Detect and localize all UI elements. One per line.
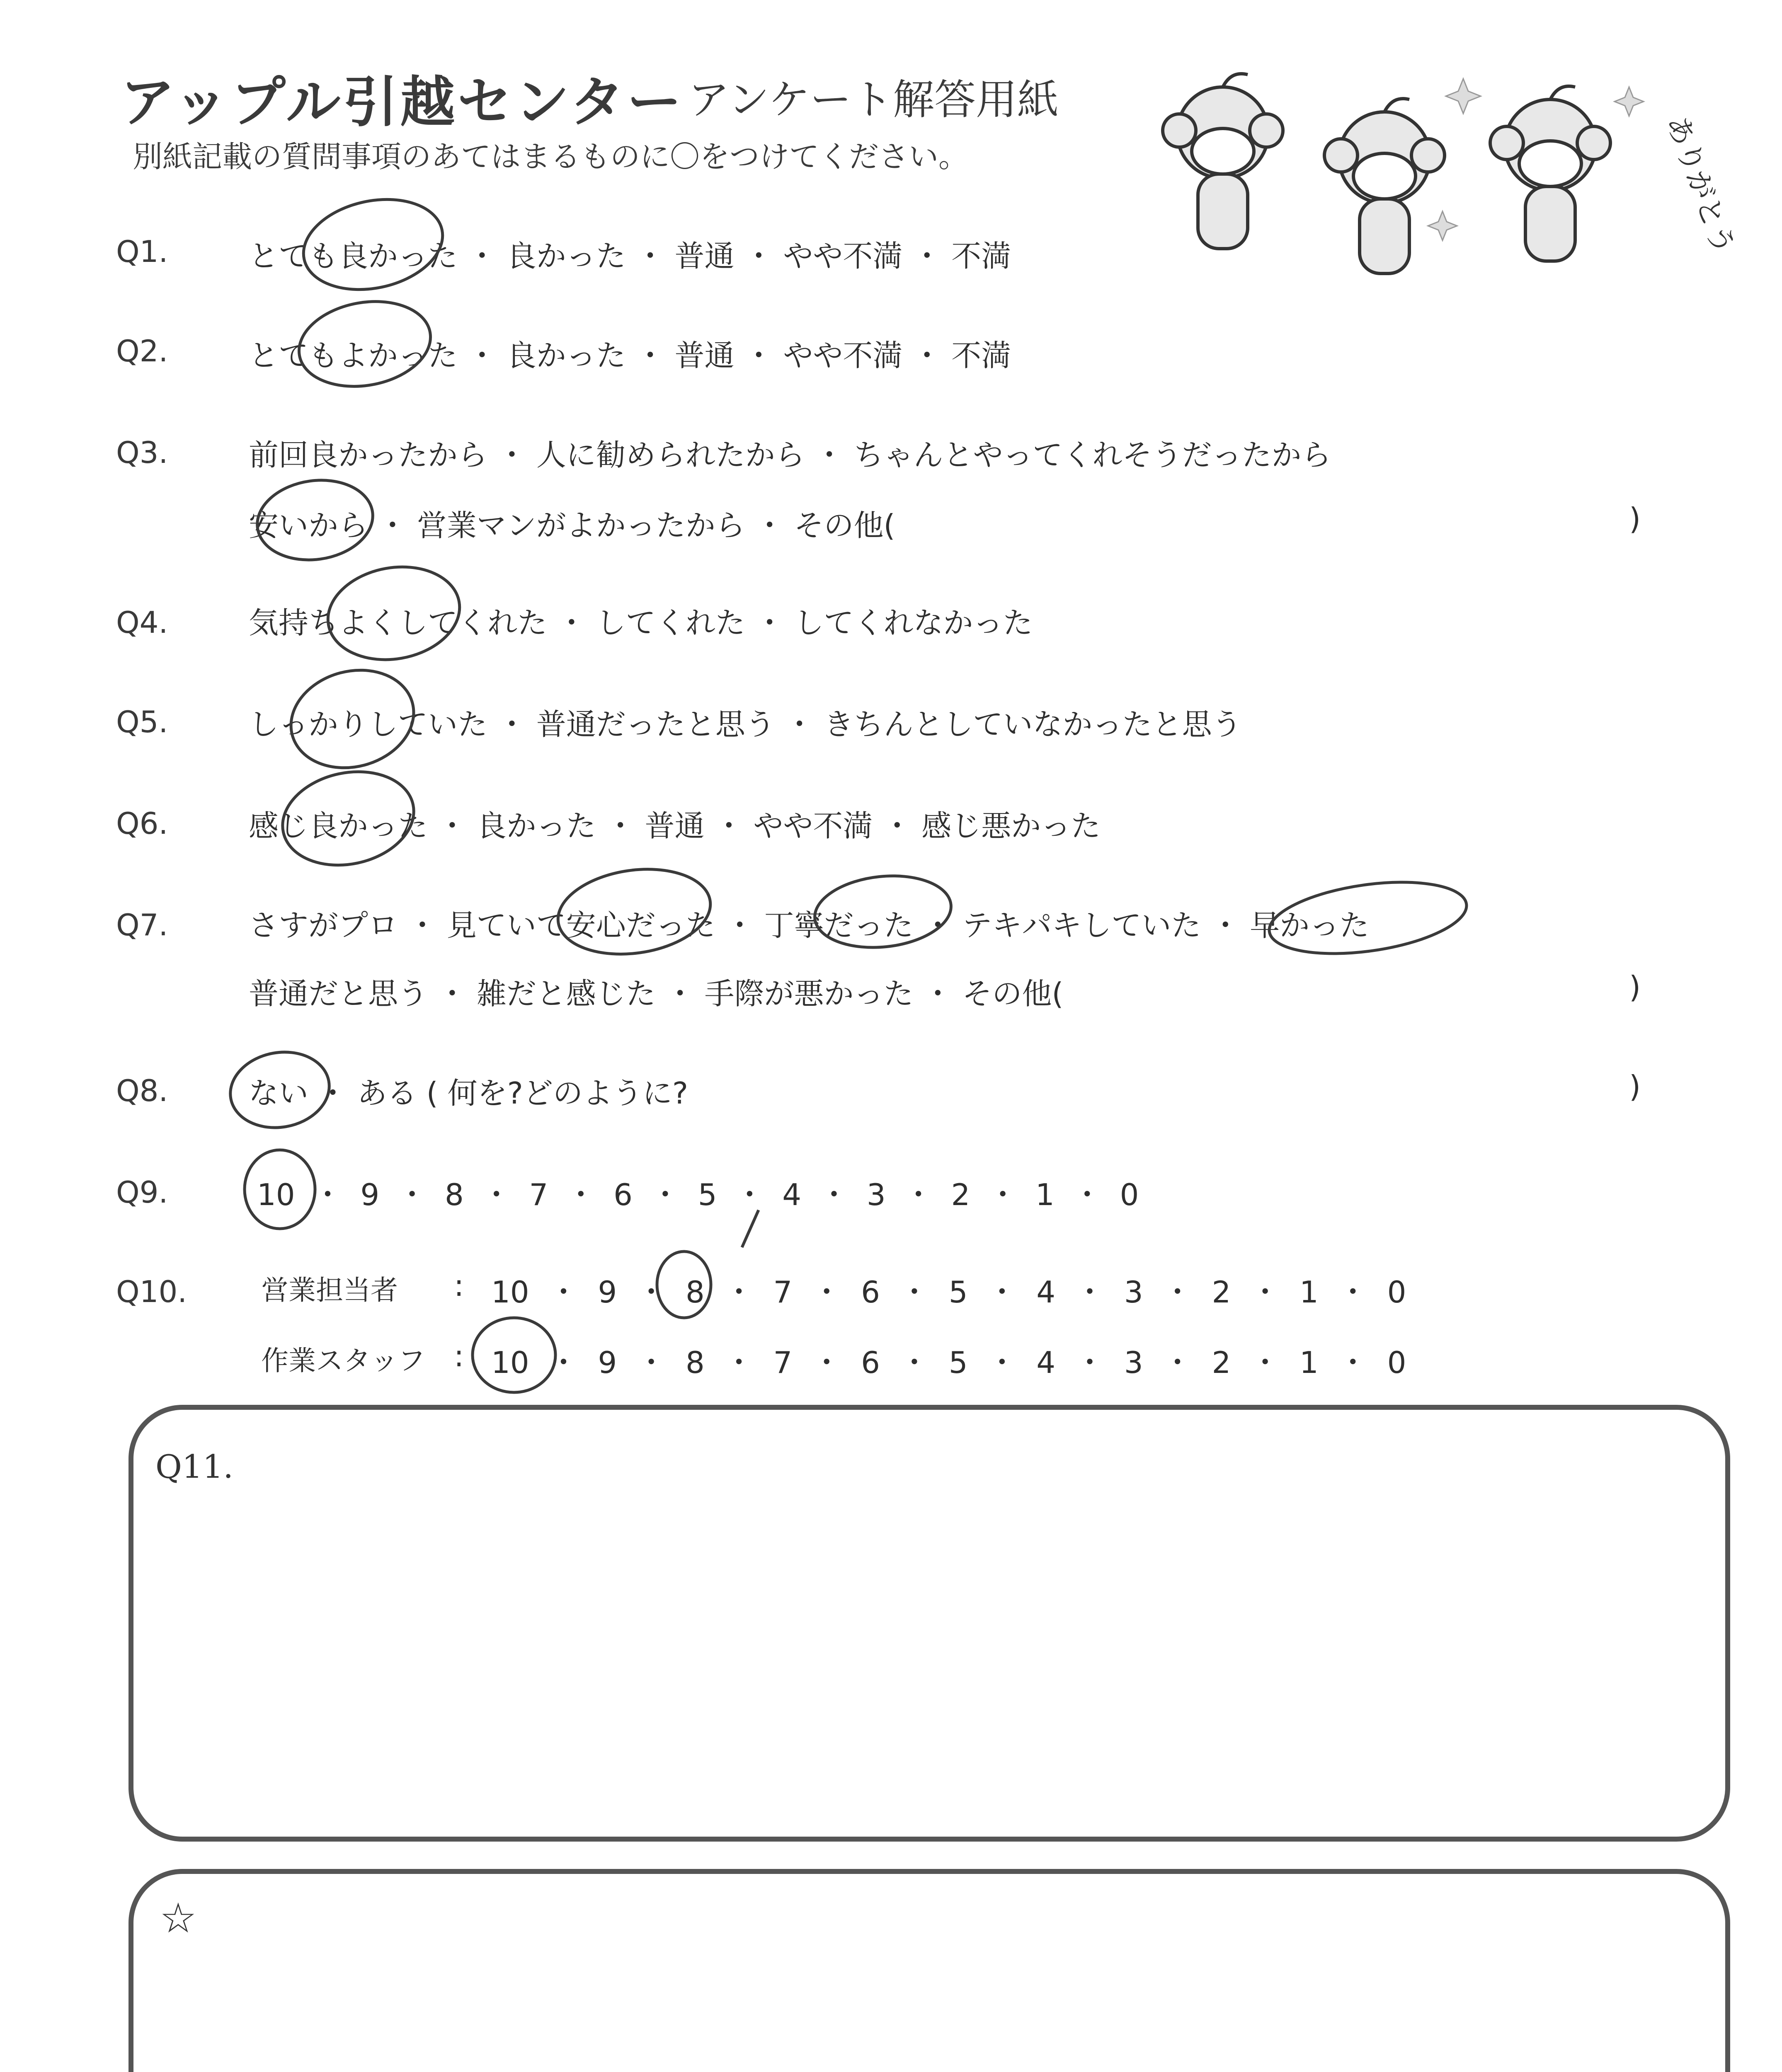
- form-subtitle: アンケート解答用紙: [688, 75, 1059, 124]
- q10-sales-stray-mark: [742, 1210, 759, 1247]
- q3-options-line1: 前回良かったから ・ 人に勧められたから ・ ちゃんとやってくれそうだったから: [249, 438, 1331, 472]
- q2-options: とてもよかった ・ 良かった ・ 普通 ・ やや不満 ・ 不満: [249, 338, 1011, 373]
- q6-number: Q6.: [116, 806, 168, 841]
- q7-options-line1: さすがプロ ・ 見ていて安心だった ・ 丁寧だった ・ テキパキしていた ・ 早かった: [249, 908, 1370, 943]
- q1-number: Q1.: [116, 234, 168, 269]
- q9-scale: 10 ・ 9 ・ 8 ・ 7 ・ 6 ・ 5 ・ 4 ・ 3 ・ 2 ・ 1 ・ 0: [257, 1177, 1139, 1212]
- q11-answer-box[interactable]: [128, 1405, 1730, 1842]
- q7-number: Q7.: [116, 908, 168, 942]
- q3-number: Q3.: [116, 435, 168, 470]
- q10-staff-scale: 10 ・ 9 ・ 8 ・ 7 ・ 6 ・ 5 ・ 4 ・ 3 ・ 2 ・ 1 ・ 0: [491, 1345, 1406, 1380]
- q5-number: Q5.: [116, 704, 168, 739]
- form-instruction: 別紙記載の質問事項のあてはまるものに〇をつけてください。: [133, 139, 969, 174]
- q9-number: Q9.: [116, 1175, 168, 1210]
- q10-sales-label: 営業担当者: [261, 1274, 398, 1306]
- q1-options: とても良かった ・ 良かった ・ 普通 ・ やや不満 ・ 不満: [249, 239, 1011, 274]
- q10-staff-label: 作業スタッフ: [261, 1345, 425, 1377]
- q3-options-line2: 安いから ・ 営業マンがよかったから ・ その他(: [249, 508, 895, 543]
- q4-options: 気持ちよくしてくれた ・ してくれた ・ してくれなかった: [249, 605, 1033, 640]
- star-icon: ☆: [160, 1894, 197, 1942]
- q7-options-line2: 普通だと思う ・ 雑だと感じた ・ 手際が悪かった ・ その他(: [249, 976, 1064, 1011]
- q2-number: Q2.: [116, 334, 168, 368]
- star-comment-box[interactable]: [128, 1869, 1730, 2072]
- q8-close-paren: ): [1629, 1069, 1641, 1104]
- q10-number: Q10.: [116, 1274, 187, 1309]
- q8-number: Q8.: [116, 1073, 168, 1108]
- q5-options: しっかりしていた ・ 普通だったと思う ・ きちんとしていなかったと思う: [249, 707, 1242, 742]
- q10-sales-scale: 10 ・ 9 ・ 8 ・ 7 ・ 6 ・ 5 ・ 4 ・ 3 ・ 2 ・ 1 ・ 0: [491, 1275, 1406, 1310]
- q4-number: Q4.: [116, 605, 168, 640]
- mascot-illustration: [1152, 62, 1741, 278]
- q10-sales-colon: :: [454, 1268, 464, 1303]
- form-title: アップル引越センター: [120, 70, 684, 134]
- q10-staff-colon: :: [454, 1339, 464, 1373]
- q11-label: Q11.: [155, 1448, 233, 1486]
- thanks-text: ありがとう: [1660, 111, 1741, 259]
- q3-close-paren: ): [1629, 501, 1641, 536]
- q7-close-paren: ): [1629, 970, 1641, 1005]
- q8-options: ない ・ ある ( 何を?どのように?: [249, 1076, 689, 1111]
- q6-options: 感じ良かった ・ 良かった ・ 普通 ・ やや不満 ・ 感じ悪かった: [249, 808, 1101, 843]
